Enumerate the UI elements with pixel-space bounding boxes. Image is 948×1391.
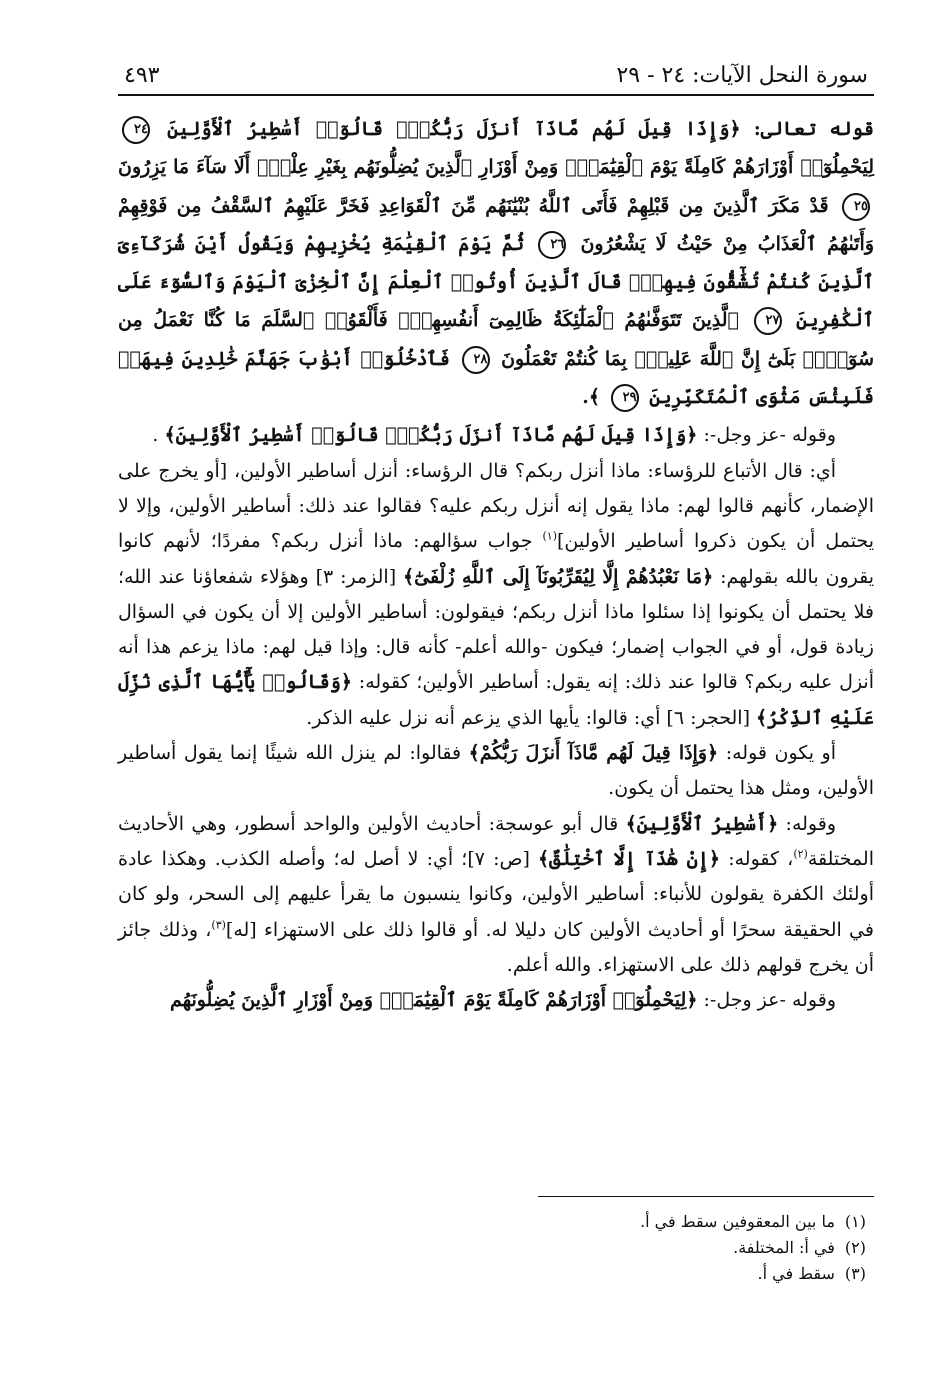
footnote-item xyxy=(118,1261,866,1287)
text-run: وقوله -عز وجل-: xyxy=(703,424,836,447)
quran-quote: ﴿إِنْ هَٰذَآ إِلَّا ٱخْتِلَٰقٌ﴾ xyxy=(538,847,721,870)
ayah-number-marker: ٢٦ xyxy=(538,231,566,259)
quran-quote: ﴿وَإِذَا قِيلَ لَهُم مَّاذَآ أَنزَلَ رَبُّكُمْۙ قَالُوٓا۟ أَسَٰطِيرُ ٱلْأَوَّلِينَ﴾ xyxy=(164,424,698,447)
footnote-ref: (١) xyxy=(542,529,558,543)
ayah-number-marker: ٢٨ xyxy=(462,346,490,374)
text-run: قال أبو عوسجة: أحاديث الأولين والواحد أسطور، وهي الأحاديث المختلقة xyxy=(118,812,874,870)
footnote-text: سقط في أ. xyxy=(757,1264,835,1283)
verse-text: قَدْ مَكَرَ ٱلَّذِينَ مِن قَبْلِهِمْ فَأَتَى ٱللَّهُ بُنْيَٰنَهُم مِّنَ ٱلْقَوَاعِدِ فَخَرَّ عَلَيْهِمُ ٱلسَّقْفُ مِن فَوْقِهِمْ وَأَتَىٰهُمُ ٱلْعَذَابُ مِنْ حَيْثُ لَا يَشْعُرُونَ xyxy=(118,194,874,255)
commentary-paragraph xyxy=(118,418,874,453)
text-run: [الزمر: ٣] وهؤلاء شفعاؤنا عند الله؛ فلا يحتمل أن يكونوا إذا سئلوا ماذا أنزل ربكم؛ فيقولون: أساطير الأولين إلا أن يكون في السؤال زيادة قول، أو في الجواب إضمار؛ فيكون -والله أعلم- كأنه قال: وإذا قيل لهم: ماذا يزعم هذا أنه أنزل عليه ربكم؟ قالوا عند ذلك: إنه يقول: أساطير الأولين؛ كقوله: xyxy=(118,565,874,694)
verse-text: فَٱدْخُلُوٓا۟ أَبْوَٰبَ جَهَنَّمَ خَٰلِدِينَ فِيهَاۖ فَلَبِئْسَ مَثْوَى ٱلْمُتَكَبِّرِينَ xyxy=(118,347,874,409)
footnote-text: في أ: المختلفة. xyxy=(733,1238,835,1257)
footnote-number: (٢) xyxy=(844,1238,866,1257)
text-run: . xyxy=(152,424,159,447)
footnote-item xyxy=(118,1209,866,1235)
page-body xyxy=(118,110,874,1018)
verse-text: ٱلَّذِينَ تَتَوَفَّىٰهُمُ ٱلْمَلَٰٓئِكَةُ ظَالِمِىٓ أَنفُسِهِمْۖ فَأَلْقَوُا۟ ٱلسَّلَمَ مَا كُنَّا نَعْمَلُ مِن سُوٓءٍۭۚ بَلَىٰٓ إِنَّ ٱللَّهَ عَلِيمٌۢ بِمَا كُنتُمْ تَعْمَلُونَ xyxy=(118,309,874,370)
ayah-number-marker: ٢٧ xyxy=(754,307,782,335)
text-run: جواب سؤالهم: ماذا أنزل ربكم؟ مفردًا؛ لأنهم كانوا يقرون بالله بقولهم: xyxy=(118,530,875,588)
quran-quote: ﴿مَا نَعْبُدُهُمْ إِلَّا لِيُقَرِّبُونَآ إِلَى ٱللَّهِ زُلْفَىٰٓ﴾ xyxy=(402,565,714,588)
text-run: وقوله -عز وجل-: xyxy=(703,989,836,1012)
footnotes xyxy=(118,1196,874,1287)
commentary-paragraph xyxy=(118,454,874,736)
footnote-text: ما بين المعقوفين سقط في أ. xyxy=(640,1212,835,1231)
book-page xyxy=(118,40,874,1360)
ayah-number-marker: ٢٩ xyxy=(611,384,639,412)
footnote-ref: (٣) xyxy=(211,918,226,932)
footnote-ref: (٢) xyxy=(793,847,808,861)
quran-quote: ﴿لِيَحْمِلُوٓا۟ أَوْزَارَهُمْ كَامِلَةً يَوْمَ ٱلْقِيَٰمَةِۙ وَمِنْ أَوْزَارِ ٱلَّذِينَ يُضِلُّونَهُم xyxy=(170,989,698,1012)
verse-text: ثُمَّ يَوْمَ ٱلْقِيَٰمَةِ يُخْزِيهِمْ وَيَقُولُ أَيْنَ شُرَكَآءِىَ ٱلَّذِينَ كُنتُمْ تُشَٰٓقُّونَ فِيهِمْۚ قَالَ ٱلَّذِينَ أُوتُوا۟ ٱلْعِلْمَ إِنَّ ٱلْخِزْىَ ٱلْيَوْمَ وَٱلسُّوٓءَ عَلَى ٱلْكَٰفِرِينَ xyxy=(118,232,875,332)
page-number: ٤٩٣ xyxy=(124,63,160,88)
text-run: أي: قال الأتباع للرؤساء: ماذا أنزل ربكم؟ قال الرؤساء: أنزل أساطير الأولين، [أو يخرج على الإضمار، كأنهم قالوا لهم: ماذا يقول إنه أنزل ربكم عليه؟ فقالوا عند ذلك: أساطير الأولين، وإلا لا يحتمل أن يكون ذكروا أساطير الأولين] xyxy=(118,459,874,553)
footnote-item xyxy=(118,1235,866,1261)
text-run: [الحجر: ٦] أي: قالوا: يأيها الذي يزعم أنه نزل عليه الذكر. xyxy=(306,706,757,729)
verse-end: ﴾. xyxy=(582,386,600,409)
page-header xyxy=(118,40,874,96)
commentary-paragraph xyxy=(118,736,874,807)
footnote-number: (١) xyxy=(844,1212,866,1231)
ayah-number-marker: ٢٥ xyxy=(842,193,870,221)
text-run: [ص: ٧]؛ أي: لا أصل له؛ وأصله الكذب. وهكذا عادة أولئك الكفرة يقولون للأنباء: أساطير الأولين، وكانوا ينسبون ما يقرأ عليهم إلى السحر، ولو كان في الحقيقة سحرًا أو أحاديث الأولين كان دليلا له. أو قالوا ذلك على الاستهزاء [له] xyxy=(118,847,874,941)
footnote-number: (٣) xyxy=(844,1264,866,1283)
commentary-paragraph xyxy=(118,807,874,983)
commentary xyxy=(118,418,874,1018)
text-run: أو يكون قوله: xyxy=(725,742,837,765)
text-run: ، كقوله: xyxy=(728,847,794,870)
running-title: سورة النحل الآيات: ٢٤ - ٢٩ xyxy=(616,63,868,88)
verse-text: ﴿وَإِذَا قِيلَ لَهُم مَّاذَآ أَنزَلَ رَبُّكُمْۙ قَالُوٓا۟ أَسَٰطِيرُ ٱلْأَوَّلِينَ xyxy=(167,118,741,140)
quran-quote: ﴿وَقَالُوا۟ يَٰٓأَيُّهَا ٱلَّذِى نُزِّلَ عَلَيْهِ ٱلذِّكْرُ﴾ xyxy=(118,671,874,729)
quran-verses xyxy=(118,110,874,416)
lead-label: قوله تعالى: xyxy=(753,118,874,140)
quran-quote: ﴿وَإِذَا قِيلَ لَهُم مَّاذَآ أَنزَلَ رَبُّكُمْ﴾ xyxy=(468,742,719,765)
verses-paragraph xyxy=(118,110,874,416)
quran-quote: ﴿أَسَٰطِيرُ ٱلْأَوَّلِينَ﴾ xyxy=(625,812,779,835)
text-run: وقوله: xyxy=(785,812,836,835)
commentary-paragraph xyxy=(118,983,874,1018)
ayah-number-marker: ٢٤ xyxy=(122,116,150,144)
verse-text: لِيَحْمِلُوٓا۟ أَوْزَارَهُمْ كَامِلَةً يَوْمَ ٱلْقِيَٰمَةِۙ وَمِنْ أَوْزَارِ ٱلَّذِينَ يُضِلُّونَهُم بِغَيْرِ عِلْمٍۗ أَلَا سَآءَ مَا يَزِرُونَ xyxy=(118,156,874,179)
text-run: ، وذلك جائز أن يخرج قولهم ذلك على الاستهزاء. والله أعلم. xyxy=(118,918,874,976)
text-run: فقالوا: لم ينزل الله شيئًا إنما يقول أساطير الأولين، ومثل هذا يحتمل أن يكون. xyxy=(118,742,874,800)
footnote-divider xyxy=(538,1196,874,1197)
